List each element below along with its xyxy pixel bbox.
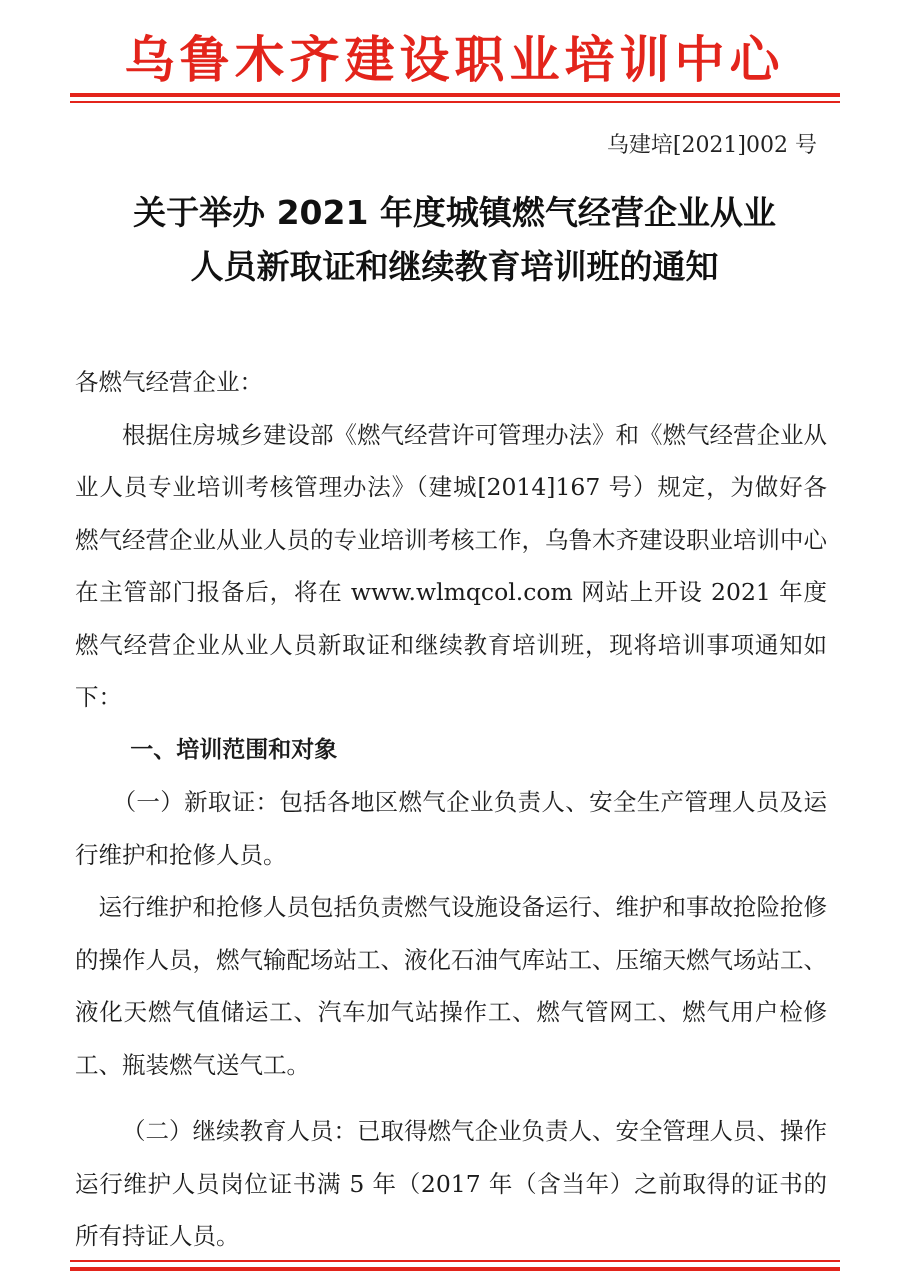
document-body [75, 356, 827, 1263]
item-1-detail: 运行维护和抢修人员包括负责燃气设施设备运行、维护和事故抢险抢修的操作人员，燃气输配场站工、液化石油气库站工、压缩天燃气场站工、液化天燃气值储运工、汽车加气站操作工、燃气管网工、燃气用户检修工、瓶装燃气送气工。 [75, 893, 827, 1079]
intro-paragraph: 根据住房城乡建设部《燃气经营许可管理办法》和《燃气经营企业从业人员专业培训考核管理办法》（建城[2014]167 号）规定，为做好各燃气经营企业从业人员的专业培训考核工作，乌鲁木齐建设职业培训中心在主管部门报备后，将在 www.wlmqcol.com 网站上开设 2021 年度燃气经营企业从业人员新取证和继续教育培训班，现将培训事项通知如下： [75, 420, 827, 711]
section-1-heading: 一、培训范围和对象 [130, 736, 338, 763]
footer-rule-thick [70, 1267, 840, 1271]
salutation: 各燃气经营企业： [75, 368, 263, 396]
footer-rule-thin [70, 1260, 840, 1262]
title-line-1: 关于举办 2021 年度城镇燃气经营企业从业 [133, 193, 776, 232]
document-number: 乌建培[2021]002 号 [606, 133, 817, 158]
organization-masthead: 乌鲁木齐建设职业培训中心 [124, 31, 785, 89]
item-1-new-certificate: （一）新取证：包括各地区燃气企业负责人、安全生产管理人员及运行维护和抢修人员。 [75, 788, 827, 869]
title-line-2: 人员新取证和继续教育培训班的通知 [190, 247, 719, 286]
header-rule-thick [70, 93, 840, 97]
header-rule-thin [70, 101, 840, 103]
document-title [40, 186, 869, 294]
item-2-continuing-education: （二）继续教育人员：已取得燃气企业负责人、安全管理人员、操作运行维护人员岗位证书满 5 年（2017 年（含当年）之前取得的证书的所有持证人员。 [75, 1117, 827, 1250]
